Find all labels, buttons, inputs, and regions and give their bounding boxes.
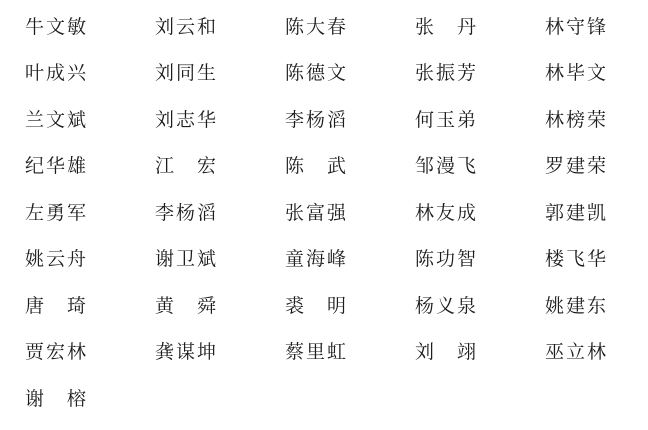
name-cell: 林友成 — [415, 201, 479, 224]
name-cell: 蔡里虹 — [285, 341, 349, 364]
name-cell: 邹漫飞 — [415, 155, 479, 178]
name-cell — [285, 374, 415, 421]
name-cell: 罗建荣 — [545, 155, 609, 178]
name-cell: 姚云舟 — [25, 248, 89, 271]
name-cell — [155, 374, 285, 421]
name-cell: 林榜荣 — [545, 108, 609, 131]
name-cell: 何玉弟 — [415, 108, 479, 131]
name-cell: 李杨滔 — [285, 108, 349, 131]
name-cell: 林毕文 — [545, 62, 609, 85]
name-cell: 谢 榕 — [25, 387, 89, 410]
name-cell: 牛文敏 — [25, 15, 89, 38]
name-cell — [415, 374, 545, 421]
name-cell: 陈德文 — [285, 62, 349, 85]
name-cell: 张富强 — [285, 201, 349, 224]
name-cell: 刘云和 — [155, 15, 219, 38]
name-cell: 叶成兴 — [25, 62, 89, 85]
name-cell: 刘同生 — [155, 62, 219, 85]
name-cell: 刘志华 — [155, 108, 219, 131]
name-cell: 贾宏林 — [25, 341, 89, 364]
name-cell: 童海峰 — [285, 248, 349, 271]
name-cell: 杨义泉 — [415, 294, 479, 317]
name-cell: 姚建东 — [545, 294, 609, 317]
name-cell: 谢卫斌 — [155, 248, 219, 271]
name-cell: 纪华雄 — [25, 155, 89, 178]
name-cell: 龚谋坤 — [155, 341, 219, 364]
name-cell: 陈功智 — [415, 248, 479, 271]
name-cell: 陈大春 — [285, 15, 349, 38]
name-cell: 张 丹 — [415, 15, 479, 38]
name-cell: 江 宏 — [155, 155, 219, 178]
name-cell: 刘 翊 — [415, 341, 479, 364]
name-cell: 黄 舜 — [155, 294, 219, 317]
name-cell: 左勇军 — [25, 201, 89, 224]
name-cell: 林守锋 — [545, 15, 609, 38]
name-cell: 郭建凯 — [545, 201, 609, 224]
name-cell: 唐 琦 — [25, 294, 89, 317]
name-cell: 张振芳 — [415, 62, 479, 85]
name-cell: 兰文斌 — [25, 108, 89, 131]
name-cell: 陈 武 — [285, 155, 349, 178]
name-roster — [25, 2, 648, 421]
name-cell: 楼飞华 — [545, 248, 609, 271]
name-cell: 李杨滔 — [155, 201, 219, 224]
name-cell — [545, 374, 648, 421]
name-cell: 巫立林 — [545, 341, 609, 364]
name-cell: 裘 明 — [285, 294, 349, 317]
